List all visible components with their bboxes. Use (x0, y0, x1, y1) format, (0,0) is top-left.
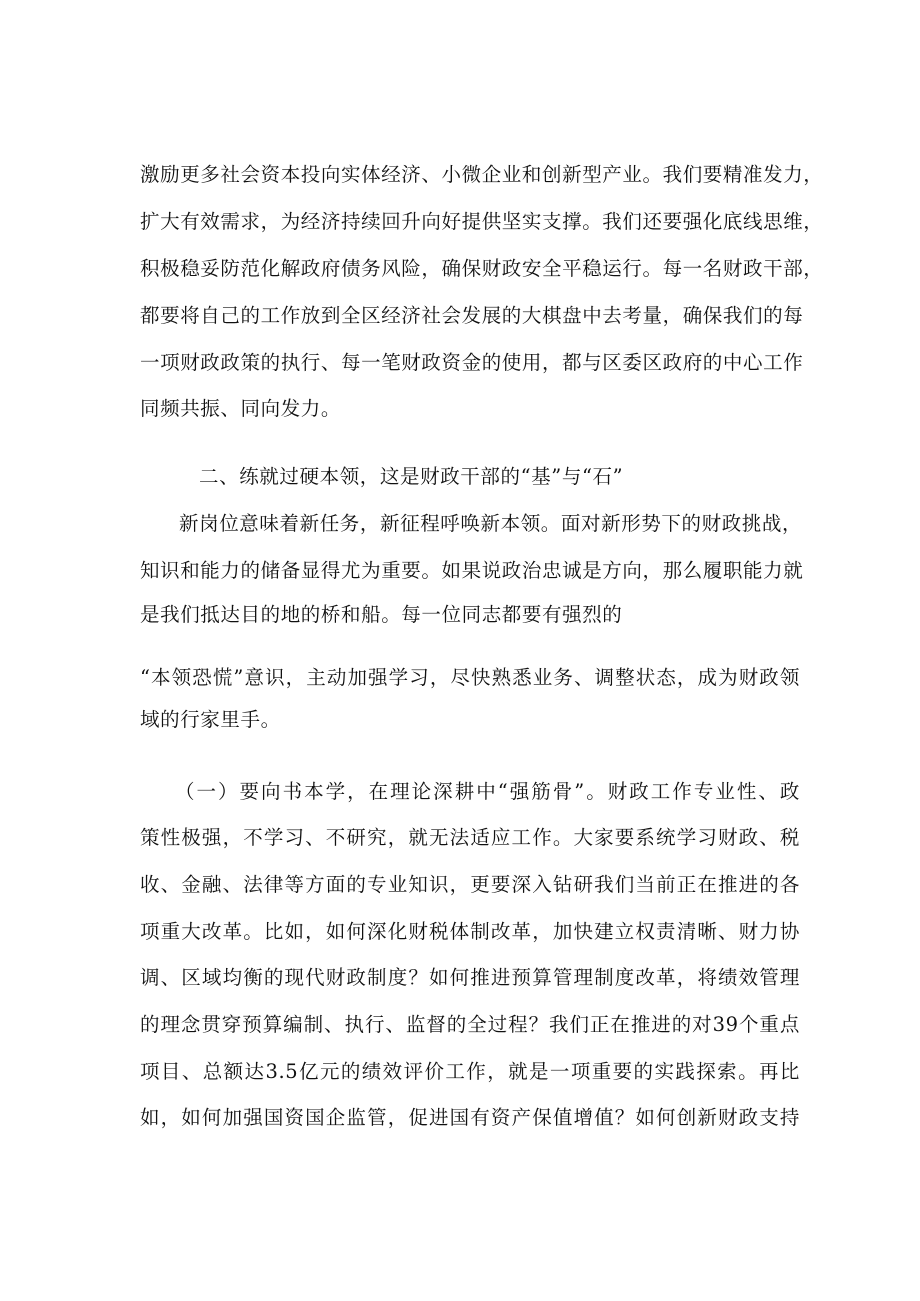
paragraph-3-line-2: 域的行家里手。 (140, 708, 281, 731)
paragraph-1-line-6: 同频共振、同向发力。 (140, 397, 342, 420)
paragraph-3-line-1: “本领恐慌”意识，主动加强学习，尽快熟悉业务、调整状态，成为财政领 (140, 666, 800, 689)
paragraph-4-line-3: 收、金融、法律等方面的专业知识，更要深入钻研我们当前正在推进的各 (140, 873, 800, 896)
paragraph-4-line-6: 的理念贯穿预算编制、执行、监督的全过程？我们正在推进的对39个重点 (140, 1013, 800, 1036)
paragraph-4-line-2: 策性极强，不学习、不研究，就无法适应工作。大家要系统学习财政、税 (140, 826, 800, 849)
paragraph-4-line-5: 调、区域均衡的现代财政制度？如何推进预算管理制度改革，将绩效管理 (140, 966, 800, 989)
paragraph-2-line-1: 新岗位意味着新任务，新征程呼唤新本领。面对新形势下的财政挑战， (179, 512, 803, 535)
paragraph-4-line-7: 项目、总额达3.5亿元的绩效评价工作，就是一项重要的实践探索。再比 (140, 1060, 800, 1083)
paragraph-1-line-5: 一项财政政策的执行、每一笔财政资金的使用，都与区委区政府的中心工作 (140, 351, 804, 374)
paragraph-4-line-8: 如，如何加强国资国企监管，促进国有资产保值增值？如何创新财政支持 (140, 1106, 800, 1129)
paragraph-1-line-1: 激励更多社会资本投向实体经济、小微企业和创新型产业。我们要精准发力， (140, 163, 824, 186)
paragraph-4-line-4: 项重大改革。比如，如何深化财税体制改革，加快建立权责清晰、财力协 (140, 920, 800, 943)
paragraph-4-line-1: （一）要向书本学，在理论深耕中“强筋骨”。财政工作专业性、政 (175, 780, 800, 803)
section-heading: 二、练就过硬本领，这是财政干部的“基”与“石” (199, 465, 624, 488)
paragraph-1-line-3: 积极稳妥防范化解政府债务风险，确保财政安全平稳运行。每一名财政干部， (140, 257, 824, 280)
paragraph-1-line-2: 扩大有效需求，为经济持续回升向好提供坚实支撑。我们还要强化底线思维， (140, 210, 824, 233)
paragraph-2-line-2: 知识和能力的储备显得尤为重要。如果说政治忠诚是方向，那么履职能力就 (140, 559, 804, 582)
paragraph-1-line-4: 都要将自己的工作放到全区经济社会发展的大棋盘中去考量，确保我们的每 (140, 304, 804, 327)
paragraph-2-line-3: 是我们抵达目的地的桥和船。每一位同志都要有强烈的 (140, 603, 623, 626)
